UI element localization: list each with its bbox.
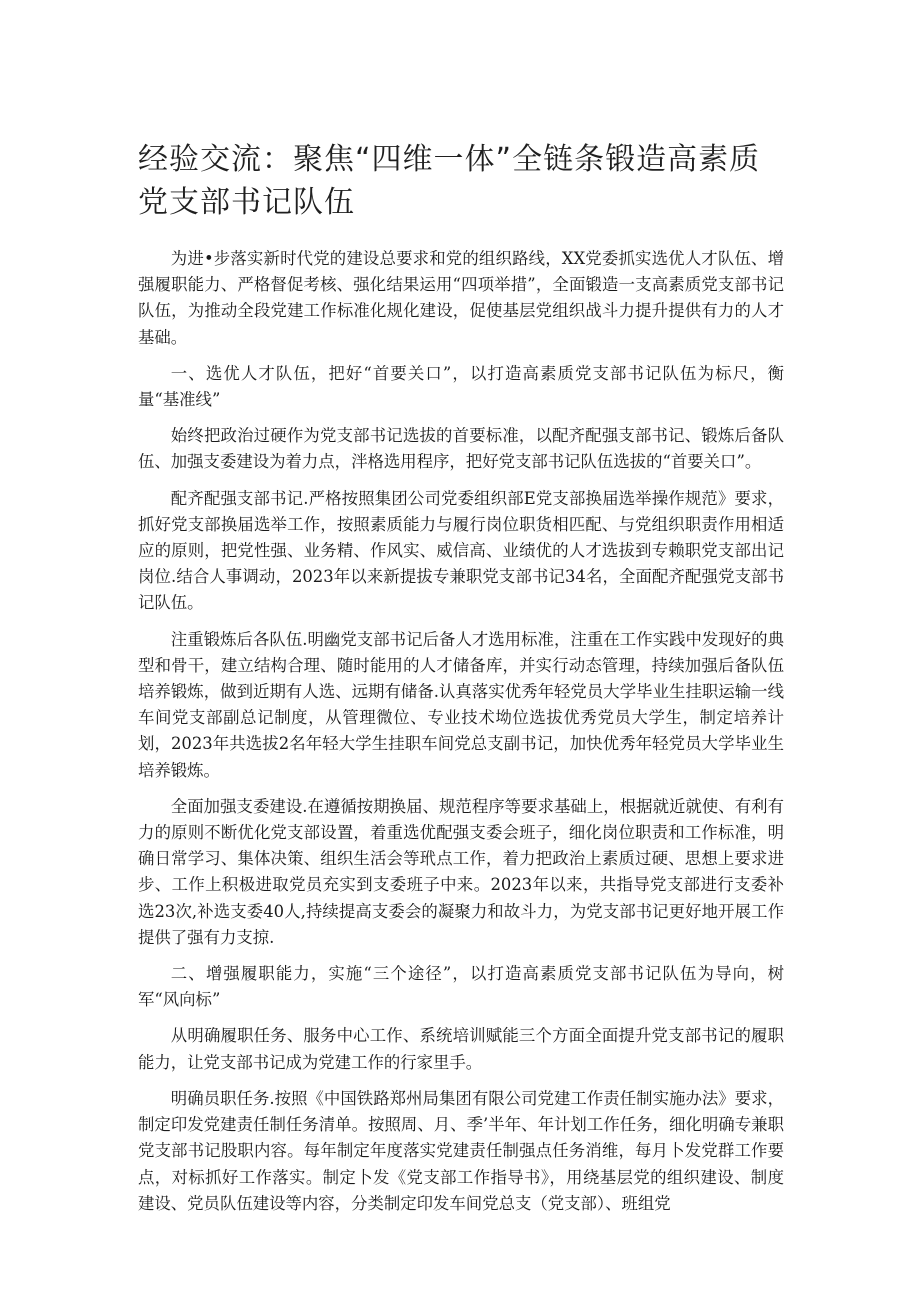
section-heading-1: 一、选优人才队伍，把好“首要关口”，以打造高素质党支部书记队伍为标尺，衡量“基准线” <box>138 363 784 410</box>
paragraph: 注重锻炼后各队伍.明幽党支部书记后备人才选用标准，注重在工作实践中发现好的典型和骨干，建立结构合理、随时能用的人才储备库，并实行动态管理，持续加强后备队伍培养锻炼，做到近期有人选、远期有储备.认真落实优秀年轻党员大学毕业生挂职运输一线车间党支部副总记制度，从管理微位、专业技术坳位选拔优秀党员大学生，制定培养计划，2023年共选拔2名年轻大学生挂职车间党总支副书记，加快优秀年轻党员大学毕业生培养锻炼。 <box>138 629 784 780</box>
section-heading-2: 二、增强履职能力，实施“三个途径”，以打造高素质党支部书记队伍为导向，树军“风向标” <box>138 964 784 1010</box>
paragraph: 明确员职任务.按照《中国铁路郑州局集团有限公司党建工作责任制实施办法》要求，制定印发党建责任制任务清单。按照周、月、季’半年、年计划工作任务，细化明确专兼职党支部书记股职内容。每年制定年度落实党建责任制强点任务消维，每月卜发党群工作要点，对标抓好工作落实。制定卜发《党支部工作指导书》，用绕基层党的组织建设、制度建设、党员队伍建设等内容，分类制定印发车间党总支（党支部）、班组党 <box>138 1088 784 1213</box>
document-page <box>138 138 784 1227</box>
document-title: 经验交流：聚焦“四维一体”全链条锻造高素质党支部书记队伍 <box>138 142 761 220</box>
paragraph: 从明确履职任务、服务中心工作、系统培训赋能三个方面全面提升党支部书记的履职能力，让党支部书记成为党建工作的行家里手。 <box>138 1026 784 1072</box>
paragraph: 始终把政治过硬作为党支部书记选拔的首要标准，以配齐配强支部书记、锻炼后备队伍、加强支委建设为着力点，泮格选用程序，把好党支部书记队伍选拔的“首要关口”。 <box>138 426 784 472</box>
paragraph-intro: 为进•步落实新时代党的建设总要求和党的组织路线，XX党委抓实选优人才队伍、增强履职能力、严格督促考核、强化结果运用“四项举措”，全面锻造一支高素质党支部书记队伍，为推动全段党建工作标准化规化建设，促使基层党组织战斗力提升提供有力的人才基础。 <box>138 249 784 347</box>
paragraph: 配齐配强支部书记.严格按照集团公司党委组织部E党支部换届选举操作规范》要求，抓好党支部换届选举工作，按照素质能力与履行岗位职货相匹配、与党组织职责作用相适应的原则，把党性强、业务精、作风实、威信高、业绩优的人才选拔到专赖职党支部出记岗位.结合人事调动，2023年以来新提拔专兼职党支部书记34名，全面配齐配强党支部书记队伍。 <box>138 488 784 613</box>
paragraph: 全面加强支委建设.在遵循按期换届、规范程序等要求基础上，根据就近就使、有利有力的原则不断优化党支部设置，着重选优配强支委会班子，细化岗位职责和工作标准，明确日常学习、集体决策、组织生活会等玳点工作，着力把政治上素质过硬、思想上要求进步、工作上积极进取党员充实到支委班子中来。2023年以来，共指导党支部进行支委补选23次,补选支委40人,持续提高支委会的凝聚力和故斗力，为党支部书记更好地开展工作提供了强有力支掠. <box>138 796 784 947</box>
